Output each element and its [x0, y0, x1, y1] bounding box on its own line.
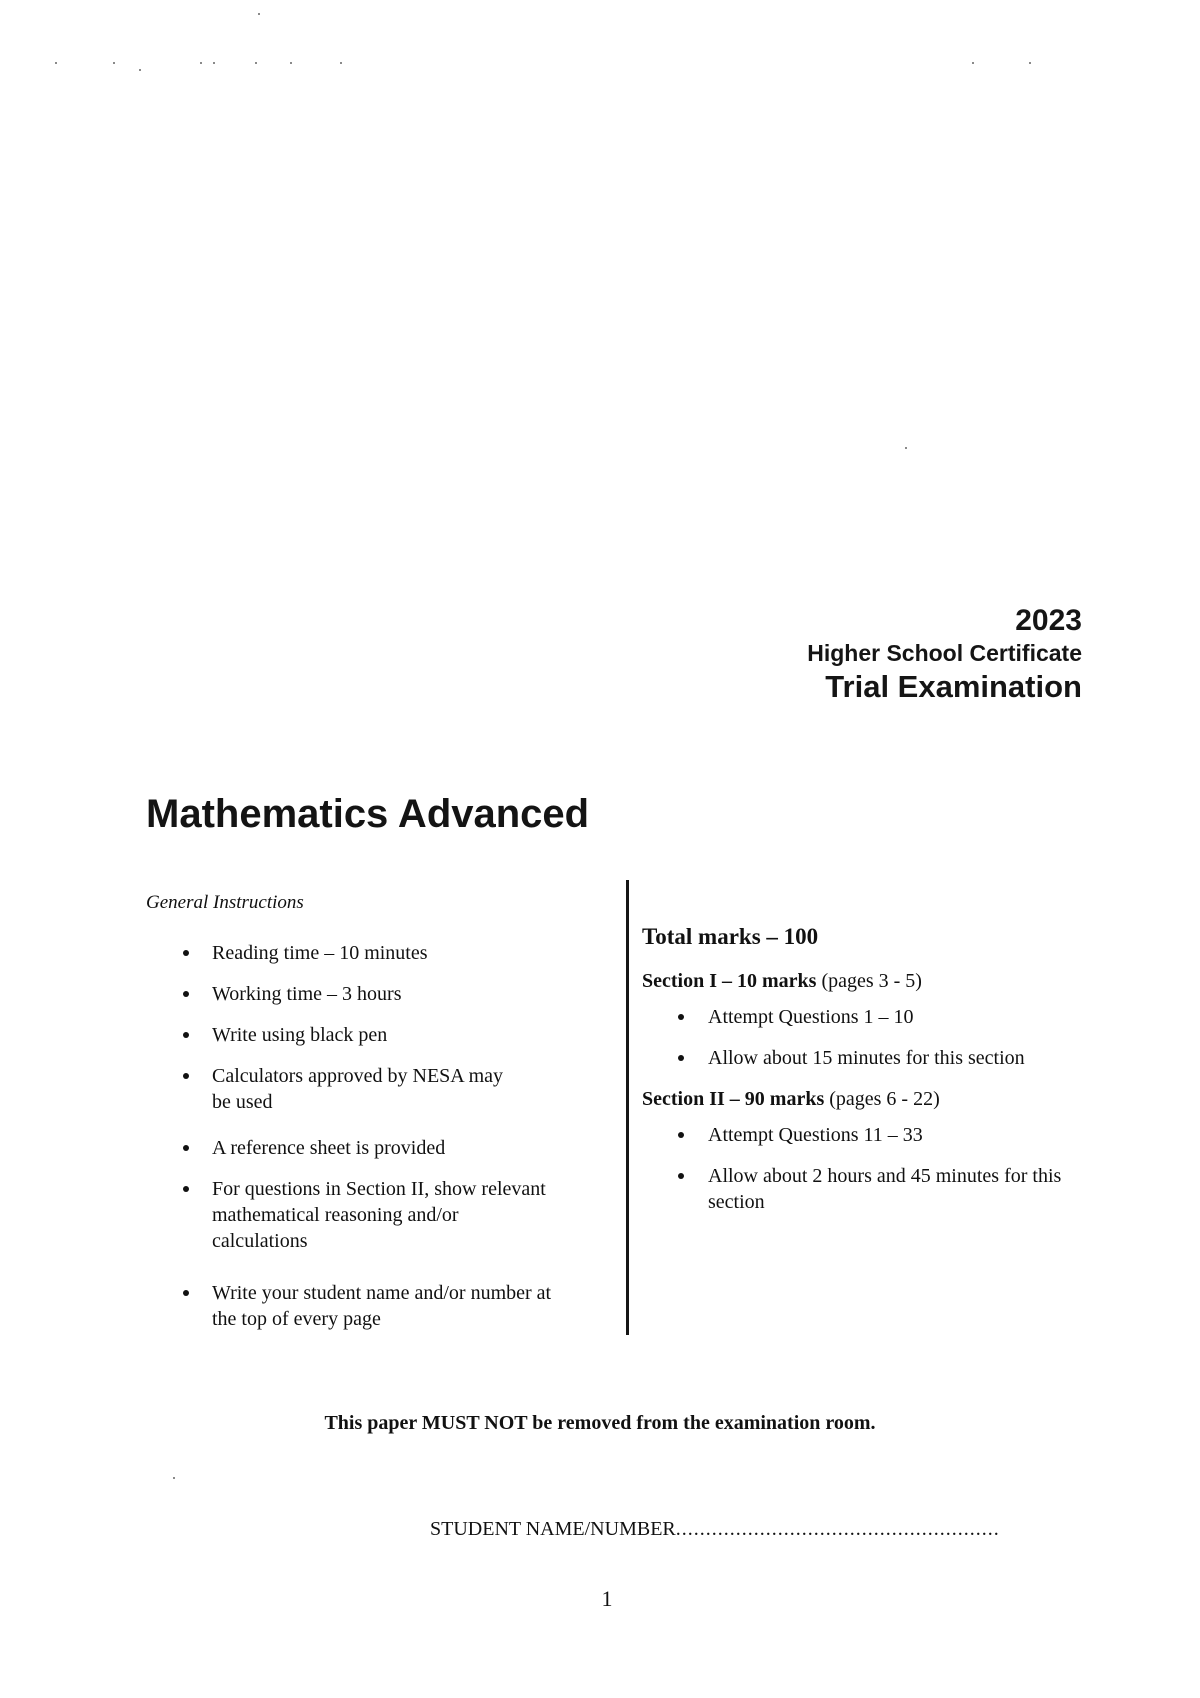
bullet-icon — [183, 1290, 189, 1296]
instruction-item — [146, 1022, 586, 1048]
scan-speck — [173, 1477, 175, 1479]
student-name-field[interactable] — [430, 1516, 1000, 1542]
bullet-icon — [183, 1145, 189, 1151]
section-1-name: Section I – 10 marks — [642, 970, 817, 992]
scan-speck — [139, 69, 141, 71]
page-number: 1 — [601, 1586, 613, 1611]
instruction-text: For questions in Section II, show relevant mathematical reasoning and/or calculations — [212, 1178, 546, 1252]
bullet-icon — [183, 1186, 189, 1192]
bullet-icon — [678, 1055, 684, 1061]
general-instructions-heading: General Instructions — [146, 892, 304, 913]
certificate-name: Higher School Certificate — [807, 640, 1082, 666]
section-2-item — [642, 1163, 1102, 1215]
section-item-text: Allow about 15 minutes for this section — [708, 1047, 1025, 1069]
instruction-item — [146, 1176, 586, 1254]
student-name-dotted-line[interactable]: ...................................................... — [675, 1518, 1000, 1540]
section-1-list — [642, 1004, 1102, 1071]
scan-speck — [905, 447, 907, 449]
section-2-item — [642, 1122, 1102, 1148]
instruction-item — [146, 1063, 586, 1115]
exam-year: 2023 — [1015, 604, 1082, 637]
section-1-pages: (pages 3 - 5) — [821, 970, 922, 992]
scan-speck — [113, 62, 115, 64]
subject-title: Mathematics Advanced — [146, 792, 590, 836]
scan-speck — [340, 62, 342, 64]
bullet-icon — [678, 1132, 684, 1138]
bullet-icon — [678, 1173, 684, 1179]
section-item-text: Attempt Questions 1 – 10 — [708, 1006, 914, 1028]
scan-speck — [258, 13, 260, 15]
scan-speck — [55, 62, 57, 64]
section-1-heading — [642, 968, 1102, 994]
instruction-item — [146, 981, 586, 1007]
bullet-icon — [183, 950, 189, 956]
student-name-label: STUDENT NAME/NUMBER — [430, 1518, 676, 1540]
scan-speck — [200, 62, 202, 64]
instruction-item — [146, 940, 586, 966]
exam-type: Trial Examination — [825, 669, 1082, 704]
bullet-icon — [183, 1032, 189, 1038]
instruction-text: Working time – 3 hours — [212, 983, 402, 1005]
section-2-heading — [642, 1086, 1102, 1112]
section-item-text: Allow about 2 hours and 45 minutes for this section — [708, 1165, 1062, 1213]
instruction-item — [146, 1280, 586, 1332]
section-item-text: Attempt Questions 11 – 33 — [708, 1124, 923, 1146]
removal-warning: This paper MUST NOT be removed from the examination room. — [324, 1412, 876, 1434]
instruction-text: A reference sheet is provided — [212, 1137, 446, 1159]
column-divider — [626, 880, 629, 1335]
scan-speck — [255, 62, 257, 64]
instruction-text: Write using black pen — [212, 1024, 388, 1046]
section-2-pages: (pages 6 - 22) — [829, 1088, 940, 1110]
section-2-name: Section II – 90 marks — [642, 1088, 825, 1110]
general-instructions-list — [146, 940, 586, 1347]
bullet-icon — [183, 1073, 189, 1079]
instruction-text: Write your student name and/or number at the top of every page — [212, 1282, 552, 1330]
bullet-icon — [678, 1014, 684, 1020]
scan-speck — [290, 62, 292, 64]
section-1-item — [642, 1004, 1102, 1030]
section-1-item — [642, 1045, 1102, 1071]
bullet-icon — [183, 991, 189, 997]
instruction-item — [146, 1135, 586, 1161]
instruction-text: Reading time – 10 minutes — [212, 942, 428, 964]
scan-speck — [1029, 62, 1031, 64]
scan-speck — [972, 62, 974, 64]
exam-header — [807, 604, 1082, 706]
instruction-text: Calculators approved by NESA may be used — [212, 1065, 504, 1113]
marks-summary — [642, 922, 1102, 1230]
scan-speck — [213, 62, 215, 64]
section-2-list — [642, 1122, 1102, 1215]
total-marks: Total marks – 100 — [642, 924, 819, 949]
